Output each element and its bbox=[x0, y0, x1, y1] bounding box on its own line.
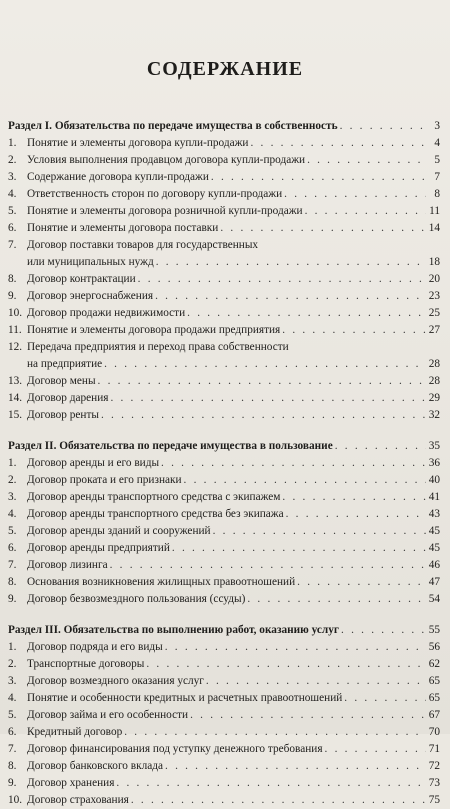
dot-leader bbox=[172, 540, 426, 557]
toc-entry[interactable] bbox=[8, 390, 440, 407]
entry-text: Основания возникновения жилищных правоотношений bbox=[27, 576, 296, 588]
entry-number: 9. bbox=[8, 593, 17, 605]
page-title: СОДЕРЖАНИЕ bbox=[146, 58, 304, 80]
entry-number: 7. bbox=[8, 559, 17, 571]
dot-leader bbox=[344, 690, 426, 707]
entry-number: 2. bbox=[8, 658, 17, 670]
dot-leader bbox=[286, 506, 426, 523]
section-heading-text: Раздел II. Обязательства по передаче имущества в пользование bbox=[8, 440, 333, 452]
entry-number: 13. bbox=[8, 375, 23, 387]
page-number: 62 bbox=[428, 658, 440, 670]
dot-leader bbox=[131, 792, 426, 809]
dot-leader bbox=[116, 775, 426, 792]
toc-entry[interactable] bbox=[8, 455, 440, 472]
entry-number: 6. bbox=[8, 222, 17, 234]
entry-number: 4. bbox=[8, 188, 17, 200]
entry-number: 1. bbox=[8, 641, 17, 653]
entry-text: Ответственность сторон по договору купли-продажи bbox=[27, 188, 283, 200]
entry-text: Договор безвозмездного пользования (ссуды) bbox=[27, 593, 246, 605]
dot-leader bbox=[335, 438, 426, 455]
toc-entry[interactable] bbox=[8, 135, 440, 152]
entry-number: 7. bbox=[8, 743, 17, 755]
toc-entry[interactable] bbox=[8, 322, 440, 339]
dot-leader bbox=[284, 186, 426, 203]
entry-text: Договор ренты bbox=[27, 409, 99, 421]
section-heading-text: Раздел I. Обязательства по передаче имущества в собственность bbox=[8, 120, 338, 132]
toc-entry[interactable] bbox=[8, 540, 440, 557]
toc-entry[interactable] bbox=[8, 673, 440, 690]
entry-text: Договор страхования bbox=[27, 794, 129, 806]
page-number: 27 bbox=[428, 324, 440, 336]
entry-text: Транспортные договоры bbox=[27, 658, 145, 670]
page-number: 47 bbox=[428, 576, 440, 588]
page-number: 45 bbox=[428, 525, 440, 537]
entry-number: 4. bbox=[8, 508, 17, 520]
dot-leader bbox=[297, 574, 426, 591]
entry-number: 9. bbox=[8, 290, 17, 302]
entry-number: 4. bbox=[8, 692, 17, 704]
entry-number: 3. bbox=[8, 171, 17, 183]
dot-leader bbox=[146, 656, 426, 673]
entry-text: Договор контрактации bbox=[27, 273, 136, 285]
dot-leader bbox=[282, 489, 426, 506]
toc-entry[interactable] bbox=[8, 472, 440, 489]
page-number: 18 bbox=[428, 256, 440, 268]
toc-entry[interactable] bbox=[8, 741, 440, 758]
entry-text: Договор аренды зданий и сооружений bbox=[27, 525, 211, 537]
toc-entry-first-line[interactable] bbox=[8, 339, 440, 356]
dot-leader bbox=[161, 455, 426, 472]
entry-text: Договор энергоснабжения bbox=[27, 290, 154, 302]
page-number: 54 bbox=[428, 593, 440, 605]
entry-text: Понятие и элементы договора продажи предприятия bbox=[27, 324, 281, 336]
dot-leader bbox=[110, 390, 426, 407]
dot-leader bbox=[325, 741, 426, 758]
entry-number: 6. bbox=[8, 542, 17, 554]
dot-leader bbox=[165, 639, 426, 656]
dot-leader bbox=[187, 305, 426, 322]
entry-text: Договор проката и его признаки bbox=[27, 474, 182, 486]
entry-text: Понятие и элементы договора поставки bbox=[27, 222, 219, 234]
page-number: 23 bbox=[428, 290, 440, 302]
entry-text: Понятие и элементы договора розничной купли-продажи bbox=[27, 205, 303, 217]
dot-leader bbox=[282, 322, 426, 339]
page-number: 75 bbox=[428, 794, 440, 806]
entry-number: 2. bbox=[8, 154, 17, 166]
toc-entry[interactable] bbox=[8, 373, 440, 390]
page-number: 4 bbox=[434, 137, 440, 149]
toc-entry[interactable] bbox=[8, 271, 440, 288]
toc-entry[interactable] bbox=[8, 523, 440, 540]
page-number: 29 bbox=[428, 392, 440, 404]
entry-number: 8. bbox=[8, 576, 17, 588]
toc-entry[interactable] bbox=[8, 639, 440, 656]
dot-leader bbox=[138, 271, 426, 288]
page-number: 70 bbox=[428, 726, 440, 738]
entry-number: 12. bbox=[8, 341, 23, 353]
section-gap bbox=[8, 608, 440, 622]
dot-leader bbox=[101, 407, 426, 424]
page-number: 46 bbox=[428, 559, 440, 571]
dot-leader bbox=[307, 152, 426, 169]
entry-number: 1. bbox=[8, 457, 17, 469]
entry-text: Понятие и элементы договора купли-продажи bbox=[27, 137, 249, 149]
entry-text: Договор лизинга bbox=[27, 559, 108, 571]
entry-text: Понятие и особенности кредитных и расчетных правоотношений bbox=[27, 692, 343, 704]
entry-text: Договор поставки товаров для государственных bbox=[27, 239, 259, 251]
entry-number: 10. bbox=[8, 794, 23, 806]
entry-number: 15. bbox=[8, 409, 23, 421]
page-number: 45 bbox=[428, 542, 440, 554]
toc-entry[interactable] bbox=[8, 220, 440, 237]
entry-number: 9. bbox=[8, 777, 17, 789]
page-number: 41 bbox=[428, 491, 440, 503]
page-number: 73 bbox=[428, 777, 440, 789]
dot-leader bbox=[206, 673, 426, 690]
toc-entry[interactable] bbox=[8, 707, 440, 724]
entry-number: 1. bbox=[8, 137, 17, 149]
dot-leader bbox=[220, 220, 426, 237]
entry-text: Договор финансирования под уступку денежного требования bbox=[27, 743, 323, 755]
entry-text: Договор аренды предприятий bbox=[27, 542, 170, 554]
entry-text: Договор займа и его особенности bbox=[27, 709, 189, 721]
dot-leader bbox=[104, 356, 426, 373]
entry-number: 7. bbox=[8, 239, 17, 251]
toc-entry[interactable] bbox=[8, 690, 440, 707]
page-number: 7 bbox=[434, 171, 440, 183]
entry-text: Договор аренды транспортного средства с экипажем bbox=[27, 491, 281, 503]
page-number: 8 bbox=[434, 188, 440, 200]
page-number: 35 bbox=[428, 440, 440, 452]
dot-leader bbox=[305, 203, 426, 220]
page-number: 71 bbox=[428, 743, 440, 755]
dot-leader bbox=[165, 758, 426, 775]
entry-number: 6. bbox=[8, 726, 17, 738]
toc-entry[interactable] bbox=[8, 203, 440, 220]
entry-number: 10. bbox=[8, 307, 23, 319]
dot-leader bbox=[124, 724, 426, 741]
toc-entry[interactable] bbox=[8, 591, 440, 608]
toc-entry[interactable] bbox=[8, 758, 440, 775]
entry-text: Условия выполнения продавцом договора купли-продажи bbox=[27, 154, 306, 166]
entry-number: 11. bbox=[8, 324, 22, 336]
toc-entry[interactable] bbox=[8, 356, 440, 373]
page-number: 32 bbox=[428, 409, 440, 421]
page-number: 43 bbox=[428, 508, 440, 520]
toc-entry[interactable] bbox=[8, 656, 440, 673]
page-number: 36 bbox=[428, 457, 440, 469]
toc-entry[interactable] bbox=[8, 792, 440, 809]
entry-number: 2. bbox=[8, 474, 17, 486]
dot-leader bbox=[340, 118, 426, 135]
entry-text: Содержание договора купли-продажи bbox=[27, 171, 209, 183]
section-heading[interactable] bbox=[8, 622, 440, 639]
toc-entry-first-line[interactable] bbox=[8, 237, 440, 254]
dot-leader bbox=[211, 169, 426, 186]
entry-text: или муниципальных нужд bbox=[27, 256, 154, 268]
toc-entry[interactable] bbox=[8, 169, 440, 186]
section-heading-text: Раздел III. Обязательства по выполнению работ, оказанию услуг bbox=[8, 624, 340, 636]
dot-leader bbox=[247, 591, 426, 608]
section-heading[interactable] bbox=[8, 118, 440, 135]
section-gap bbox=[8, 424, 440, 438]
entry-text: на предприятие bbox=[27, 358, 103, 370]
toc-entry[interactable] bbox=[8, 775, 440, 792]
page-number: 40 bbox=[428, 474, 440, 486]
entry-number: 5. bbox=[8, 525, 17, 537]
entry-number: 14. bbox=[8, 392, 23, 404]
section-heading[interactable] bbox=[8, 438, 440, 455]
entry-text: Договор мены bbox=[27, 375, 96, 387]
dot-leader bbox=[190, 707, 426, 724]
toc-entry[interactable] bbox=[8, 407, 440, 424]
entry-number: 8. bbox=[8, 760, 17, 772]
page-number: 28 bbox=[428, 358, 440, 370]
table-of-contents bbox=[8, 118, 440, 809]
page-number: 14 bbox=[428, 222, 440, 234]
toc-entry[interactable] bbox=[8, 288, 440, 305]
entry-text: Договор подряда и его виды bbox=[27, 641, 163, 653]
entry-number: 5. bbox=[8, 709, 17, 721]
dot-leader bbox=[184, 472, 426, 489]
page-number: 56 bbox=[428, 641, 440, 653]
entry-text: Договор банковского вклада bbox=[27, 760, 164, 772]
entry-number: 8. bbox=[8, 273, 17, 285]
entry-text: Кредитный договор bbox=[27, 726, 123, 738]
entry-number: 3. bbox=[8, 491, 17, 503]
entry-text: Договор возмездного оказания услуг bbox=[27, 675, 204, 687]
dot-leader bbox=[341, 622, 426, 639]
toc-entry[interactable] bbox=[8, 574, 440, 591]
toc-entry[interactable] bbox=[8, 724, 440, 741]
toc-entry[interactable] bbox=[8, 254, 440, 271]
toc-entry[interactable] bbox=[8, 186, 440, 203]
page-number: 5 bbox=[434, 154, 440, 166]
dot-leader bbox=[110, 557, 426, 574]
toc-entry[interactable] bbox=[8, 557, 440, 574]
toc-entry[interactable] bbox=[8, 152, 440, 169]
page-number: 3 bbox=[434, 120, 440, 132]
entry-text: Договор аренды транспортного средства без экипажа bbox=[27, 508, 284, 520]
entry-text: Передача предприятия и переход права собственности bbox=[27, 341, 289, 353]
page-number: 67 bbox=[428, 709, 440, 721]
page-number: 25 bbox=[428, 307, 440, 319]
page-number: 65 bbox=[428, 675, 440, 687]
dot-leader bbox=[250, 135, 426, 152]
entry-text: Договор аренды и его виды bbox=[27, 457, 160, 469]
page-number: 11 bbox=[429, 205, 440, 217]
page-number: 20 bbox=[428, 273, 440, 285]
dot-leader bbox=[98, 373, 426, 390]
page-number: 55 bbox=[428, 624, 440, 636]
entry-number: 5. bbox=[8, 205, 17, 217]
dot-leader bbox=[156, 254, 426, 271]
page-number: 72 bbox=[428, 760, 440, 772]
dot-leader bbox=[213, 523, 426, 540]
entry-text: Договор хранения bbox=[27, 777, 115, 789]
entry-text: Договор продажи недвижимости bbox=[27, 307, 186, 319]
toc-entry[interactable] bbox=[8, 305, 440, 322]
entry-text: Договор дарения bbox=[27, 392, 109, 404]
dot-leader bbox=[155, 288, 426, 305]
toc-entry[interactable] bbox=[8, 506, 440, 523]
entry-number: 3. bbox=[8, 675, 17, 687]
page-number: 28 bbox=[428, 375, 440, 387]
toc-entry[interactable] bbox=[8, 489, 440, 506]
page-number: 65 bbox=[428, 692, 440, 704]
